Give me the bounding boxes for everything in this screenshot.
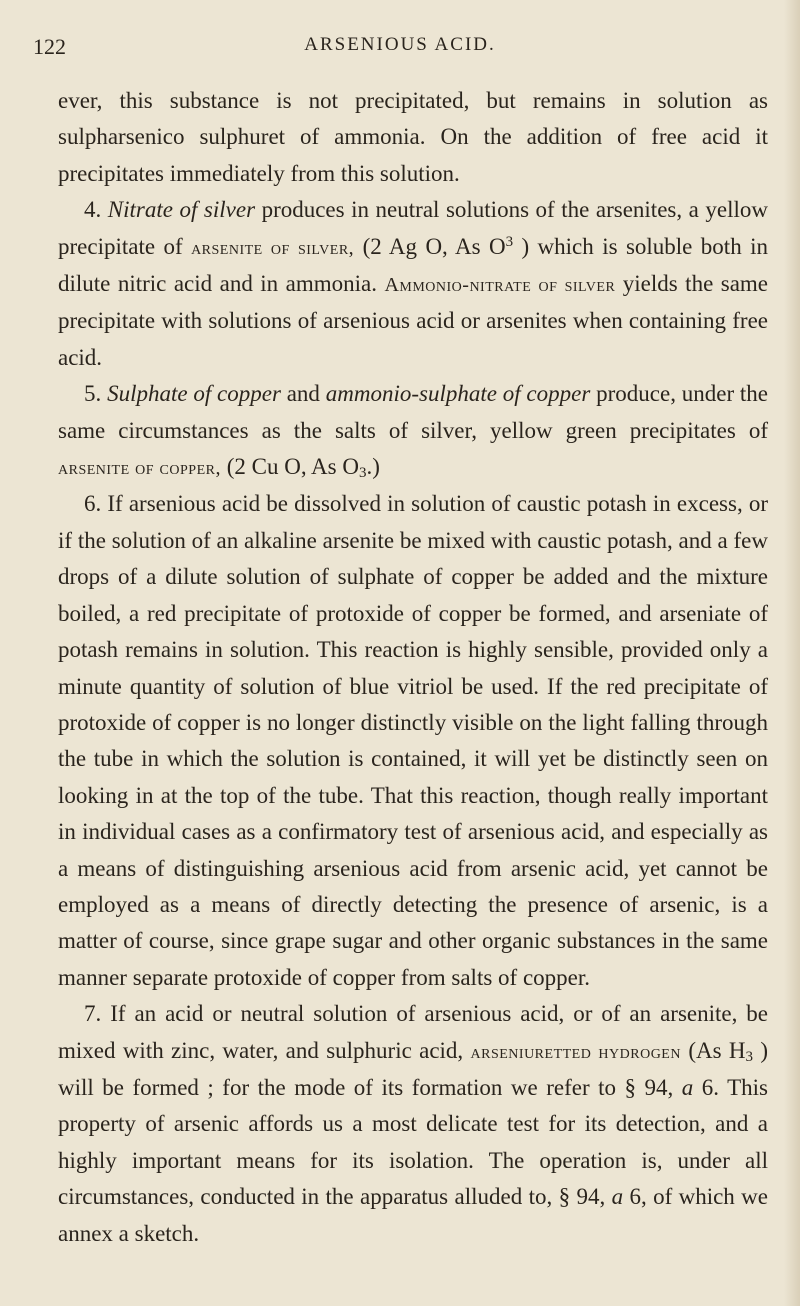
formula-subscript: 3 — [745, 1048, 753, 1065]
paragraph-5 — [58, 376, 768, 486]
compound-name: arsenite of silver, — [191, 236, 355, 259]
paragraph-continuation — [58, 83, 768, 192]
formula-subscript: 3 — [505, 233, 514, 250]
formula: (2 Ag O, As O — [354, 233, 506, 259]
text-run: produces in neutral solutions of the arsenites, a yellow precipitate of — [58, 197, 768, 259]
text-run: and — [280, 381, 326, 407]
section-number: 4. — [84, 197, 102, 223]
text-run: 6. This property of arsenic affords us a most delicate test for its detection, and a highly important means for its isolation. The operation is, under all circumstances, conducted in the apparatus alluded to, § 94, — [58, 1074, 768, 1210]
reagent-name: ammonio-sulphate of copper — [325, 381, 591, 407]
paragraph-7 — [58, 996, 768, 1252]
body-text — [58, 83, 768, 1252]
paragraph-6 — [58, 486, 768, 996]
text-run: ) which is soluble both in dilute nitric acid and in ammonia. — [58, 233, 769, 297]
text-run: yields the same precipitate with solutions of arsenious acid or arsenites when containing free acid. — [58, 271, 768, 370]
continuation-text: ever, this substance is not precipitated, but remains in solution as sulpharsenico sulphuret of ammonia. On the addition of free acid it precipitates immediately from this solution. — [58, 88, 768, 186]
page-number: 122 — [33, 34, 66, 59]
page-header — [0, 0, 800, 80]
section-number: 5. — [84, 381, 102, 407]
reagent-name: Nitrate of silver — [107, 197, 256, 223]
text-run: produce, under the same circumstances as the salts of silver, yellow green precipitates of — [58, 381, 769, 443]
text-run: 6, of which we annex a sketch. — [58, 1184, 768, 1246]
compound-name: arseniuretted hydrogen — [470, 1040, 681, 1063]
text-run: 6. If arsenious acid be dissolved in solution of caustic potash in excess, or if the solution of an alkaline arsenite be mixed with caustic potash, and a few drops of a dilute solution of sulphate of copper be added and the mixture boiled, a red precipitate of protoxide of copper be formed, and arseniate of potash remains in solution. This reaction is highly sensible, provided only a minute quantity of solution of blue vitriol be used. If the red precipitate of protoxide of copper is no longer distinctly visible on the light falling through the tube in which the solution is contained, it will yet be distinctly seen on looking in at the top of the tube. That this reaction, though really important in individual cases as a confirmatory test of arsenious acid, and especially as a means of distinguishing arsenious acid from arsenic acid, yet cannot be employed as a means of directly detecting the presence of arsenic, is a matter of course, since grape sugar and other organic substances in the same manner separate protoxide of copper from salts of copper. — [58, 491, 768, 990]
reagent-name: Sulphate of copper — [107, 381, 281, 407]
compound-name: arsenite of copper, — [58, 457, 221, 480]
text-run: 7. If an acid or neutral solution of arsenious acid, or of an arsenite, be mixed with zinc, water, and sulphuric acid, — [58, 1001, 768, 1063]
paragraph-4 — [58, 192, 768, 376]
compound-name: Ammonio-nitrate of silver — [384, 274, 616, 297]
italic-letter: a — [681, 1074, 694, 1100]
formula-subscript: 3 — [358, 465, 367, 482]
running-title: ARSENIOUS ACID. — [304, 34, 496, 55]
formula-end: .) — [366, 454, 380, 480]
page-edge-shadow — [784, 0, 800, 1306]
formula: (As H — [680, 1037, 746, 1063]
text-run: ) will be formed ; for the mode of its formation we refer to § 94, — [58, 1037, 768, 1100]
formula: (2 Cu O, As O — [220, 454, 359, 480]
italic-letter: a — [611, 1184, 624, 1210]
